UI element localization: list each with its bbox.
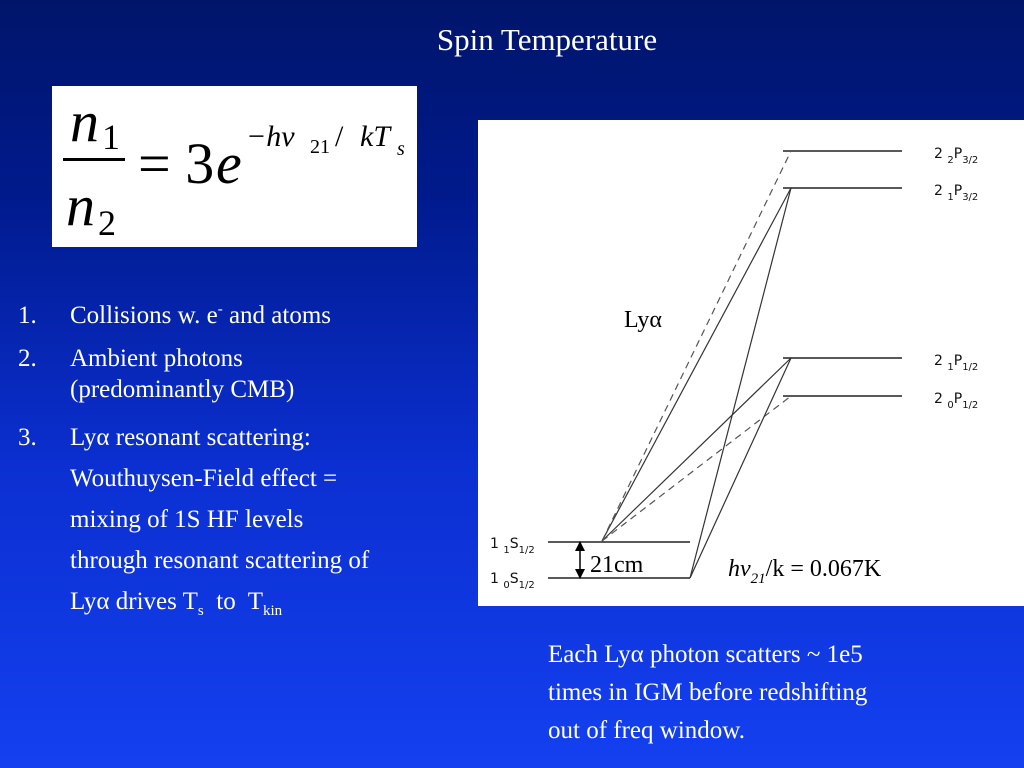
- state-label-1s12-f0: 1 $_0S_{1/2}$: [490, 571, 535, 591]
- ts-subscript: s: [197, 603, 204, 619]
- formula-denominator-n: n: [66, 173, 95, 238]
- transition-line: [690, 358, 791, 578]
- state-label-2p32-f1: 2 $_1P_{3/2}$: [934, 183, 979, 203]
- formula-numerator-n: n: [70, 89, 99, 154]
- list-number: 1.: [18, 302, 37, 329]
- transition-line: [602, 358, 791, 541]
- note-line: out of freq window.: [548, 717, 745, 744]
- list-item-line: Ambient photons: [70, 345, 243, 372]
- list-item-sup: -: [217, 301, 223, 318]
- scattering-note: [548, 636, 1008, 750]
- list-item-text: to T: [203, 588, 264, 615]
- formula-exponent-divide: /: [335, 120, 344, 153]
- formula-exponent-kt-sub: s: [397, 138, 405, 160]
- spin-temperature-formula: [52, 86, 417, 247]
- formula-denominator-sub: 2: [98, 203, 116, 243]
- formula-equals-3: = 3: [138, 131, 215, 196]
- list-number: 3.: [18, 424, 37, 451]
- note-line: Each Lyα photon scatters ~ 1e5: [548, 641, 863, 668]
- formula-base-e: e: [216, 131, 242, 196]
- list-item: [18, 343, 488, 405]
- state-label-1s12-f1: 1 $_1S_{1/2}$: [490, 536, 535, 556]
- list-item-line: Wouthuysen-Field effect =: [70, 465, 338, 492]
- list-item-line: mixing of 1S HF levels: [70, 506, 304, 533]
- formula-exponent-sub: 21: [310, 136, 330, 158]
- list-item-text: Collisions w. e: [70, 302, 218, 329]
- list-item-text-after: and atoms: [222, 302, 332, 329]
- list-item: [18, 300, 488, 331]
- tkin-subscript: kin: [263, 603, 283, 619]
- list-number: 2.: [18, 345, 37, 372]
- list-item-line: (predominantly CMB): [70, 376, 295, 403]
- formula-numerator-sub: 1: [102, 117, 120, 157]
- formula-fraction-bar: [63, 158, 125, 161]
- list-item-line: Lyα resonant scattering:: [70, 424, 311, 451]
- formula-exponent-kt: kT: [360, 120, 390, 153]
- lya-label: Lyα: [624, 307, 662, 333]
- formula-exponent: −hν: [246, 120, 295, 153]
- energy-label: $h\nu_{21}/k = 0.067K$: [728, 556, 882, 587]
- slide-title: Spin Temperature: [436, 22, 658, 57]
- energy-level-diagram: [478, 120, 1024, 606]
- transition-line-dashed: [602, 151, 791, 541]
- list-item-line: [70, 581, 488, 622]
- list-item: [18, 417, 488, 622]
- note-line: times in IGM before redshifting: [548, 679, 868, 706]
- state-label-2p12-f0: 2 $_0P_{1/2}$: [934, 391, 979, 411]
- list-item-text: Lyα drives T: [70, 588, 198, 615]
- state-label-2p32-f2: 2 $_2P_{3/2}$: [934, 146, 979, 166]
- transition-line: [690, 188, 791, 578]
- state-label-2p12-f1: 2 $_1P_{1/2}$: [934, 353, 979, 373]
- 21cm-label: 21cm: [590, 552, 644, 578]
- mechanism-list: [18, 300, 488, 632]
- energy-level-svg: [478, 120, 1024, 606]
- list-item-line: through resonant scattering of: [70, 547, 370, 574]
- transition-line-dashed: [602, 396, 791, 541]
- transition-line: [602, 188, 791, 541]
